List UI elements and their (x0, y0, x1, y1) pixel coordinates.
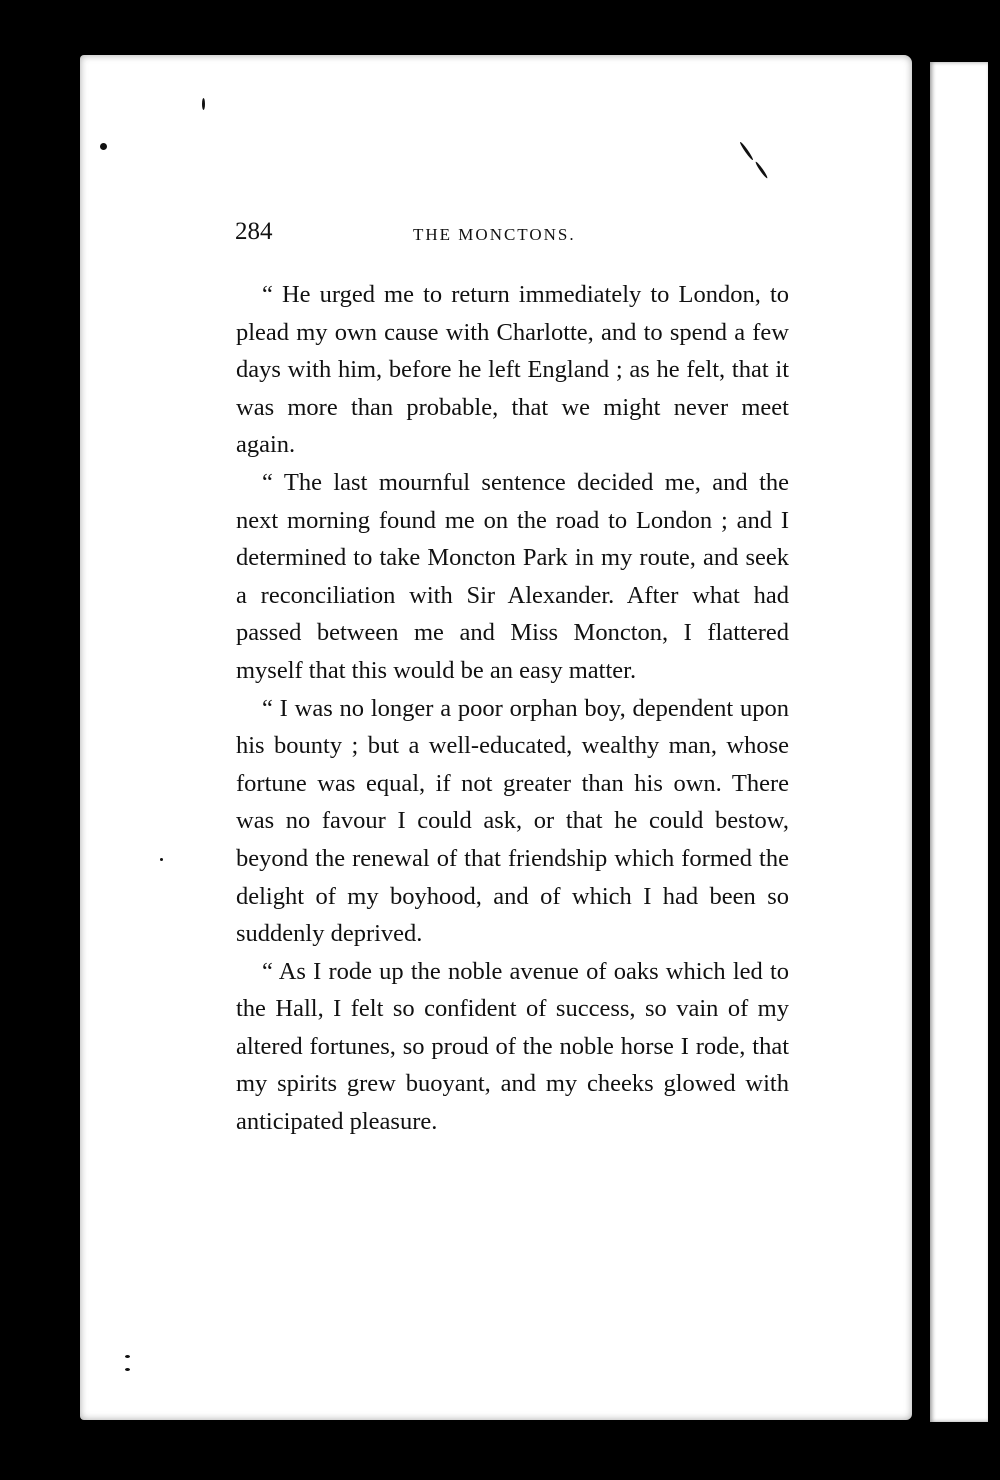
scan-speck (202, 98, 205, 110)
scan-speck (125, 1355, 130, 1358)
paragraph: “ As I rode up the noble avenue of oaks which led to the Hall, I felt so confident of success, so vain of my altered fortunes, so proud of the noble horse I rode, that my spirits grew buoyant, and my cheeks glowed with anticipated pleasure. (236, 957, 789, 1136)
page-header (235, 218, 795, 254)
scan-speck (100, 143, 107, 150)
running-title: THE MONCTONS. (413, 225, 576, 244)
book-spine-shadow (912, 60, 930, 1420)
facing-page-edge (930, 62, 988, 1422)
paragraph: “ He urged me to return immediately to London, to plead my own cause with Charlotte, and to spend a few days with him, before he left England ; as he felt, that it was more than probable, that we might never meet again. (236, 281, 789, 459)
paragraph: “ I was no longer a poor orphan boy, dependent upon his bounty ; but a well-educated, wealthy man, whose fortune was equal, if not greater than his own. There was no favour I could ask, or that he could bestow, beyond the renewal of that friendship which formed the delight of my boyhood, and of which I had been so suddenly deprived. (236, 694, 789, 948)
scan-speck (125, 1368, 130, 1371)
body-text (236, 276, 789, 1141)
paragraph: “ The last mournful sentence decided me, and the next morning found me on the road to London ; and I determined to take Moncton Park in my route, and seek a reconciliation with Sir Alexander. After what had passed between me and Miss Moncton, I flattered myself that this would be an easy matter. (236, 468, 789, 684)
scan-speck (160, 858, 163, 861)
page-number: 284 (235, 218, 273, 245)
